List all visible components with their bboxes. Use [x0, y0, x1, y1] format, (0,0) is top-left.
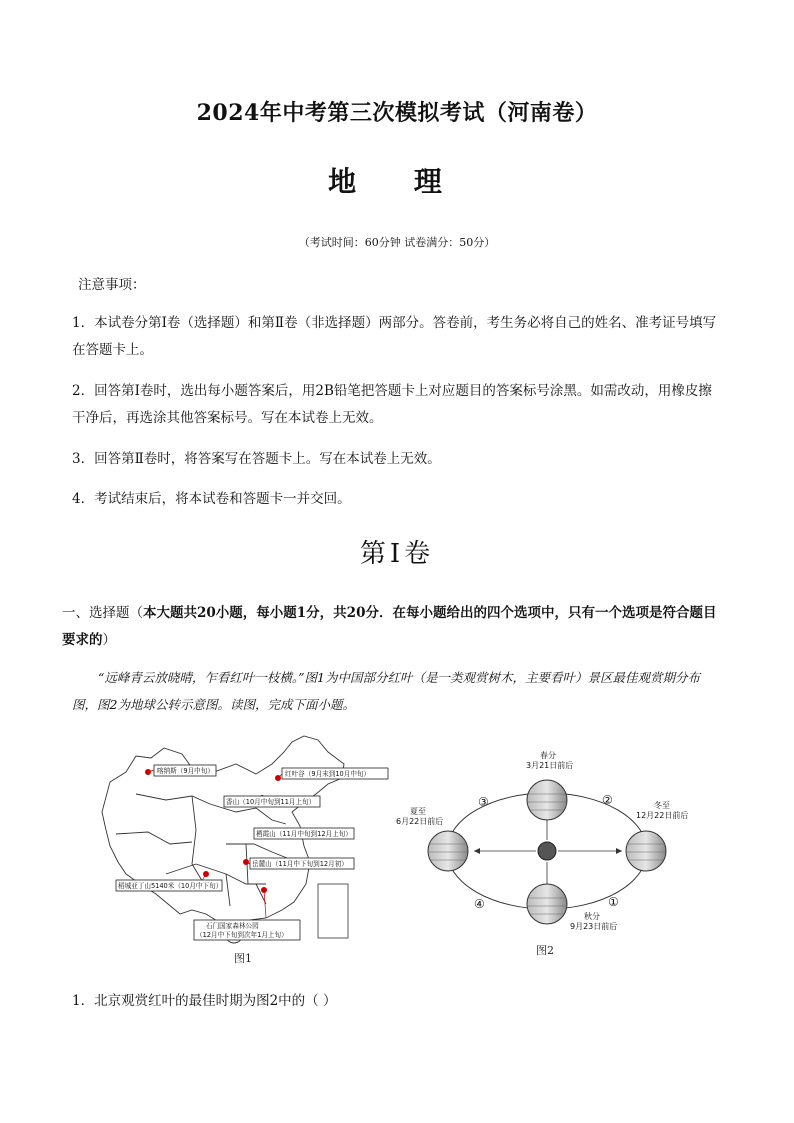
label-autumn-date: 9月23日前后 [570, 922, 618, 931]
section-suffix: ） [102, 632, 116, 648]
tag-hongyegu: 红叶谷（9月末到10月中旬） [285, 770, 371, 778]
question-1: 1．北京观赏红叶的最佳时期为图2中的（ ） [72, 993, 337, 1009]
figure2-orbit [388, 744, 702, 958]
exam-title: 2024年中考第三次模拟考试（河南卷） [196, 100, 598, 126]
section-heading [62, 600, 724, 654]
map-tags [116, 765, 388, 940]
notice-item-2: 2．回答第Ⅰ卷时，选出每小题答案后，用2B铅笔把答题卡上对应题目的答案标号涂黑。如需改动，用橡皮擦干净后，再选涂其他答案标号。写在本试卷上无效。 [72, 383, 712, 426]
notice-item-4: 4．考试结束后，将本试卷和答题卡一并交回。 [72, 491, 351, 507]
tag-qixiashan: 栖霞山（11月中旬到12月上旬） [256, 830, 352, 838]
tag-daocheng: 稻城亚丁山5140米（10月中下旬） [118, 882, 223, 890]
south-sea-inset [318, 884, 348, 938]
earth-spring [527, 780, 567, 820]
figure2-caption: 图2 [536, 944, 554, 957]
label-summer-date: 6月22日前后 [396, 817, 444, 826]
notice-item-3: 3．回答第Ⅱ卷时，将答案写在答题卡上。写在本试卷上无效。 [72, 451, 441, 467]
subject-title: 地 理 [328, 165, 466, 198]
china-outline [102, 736, 344, 943]
label-spring-date: 3月21日前后 [526, 761, 574, 770]
segment-2: ② [602, 793, 613, 807]
notice-item-1: 1．本试卷分第Ⅰ卷（选择题）和第Ⅱ卷（非选择题）两部分。答卷前，考生务必将自己的姓名、准考证号填写在答题卡上。 [72, 315, 717, 358]
tag-kanas: 喀纳斯（9月中旬） [157, 767, 214, 775]
tag-xiangshan: 香山（10月中旬到11月上旬） [226, 798, 316, 806]
tag-shimen-name: 石门国家森林公园 [206, 922, 259, 930]
tag-shimen-period: （12月中下旬到次年1月上旬） [196, 931, 288, 939]
question-intro: “远峰青云放晓晴，乍看红叶一枝横。”图1为中国部分红叶（是一类观赏树木，主要看叶）景区最佳观赏期分布图，图2为地球公转示意图。读图，完成下面小题。 [72, 670, 700, 712]
notice-heading: 注意事项： [78, 277, 146, 293]
exam-info: （考试时间：60分钟 试卷满分：50分） [298, 236, 496, 249]
tag-yuelushan: 岳麓山（11月中下旬到12月初） [252, 860, 348, 868]
volume-title: 第Ⅰ卷 [359, 539, 435, 569]
segment-1: ① [608, 895, 619, 909]
sun-icon [538, 842, 556, 860]
label-winter: 冬至 [654, 801, 670, 810]
segment-4: ④ [474, 897, 485, 911]
earth-winter [626, 831, 666, 871]
figure1-map [96, 734, 392, 970]
earth-summer [428, 831, 468, 871]
section-prefix: 一、选择题（ [62, 605, 143, 621]
section-bold: 本大题共20小题，每小题1分，共20分．在每小题给出的四个选项中，只有一个选项是符合题目要求的 [62, 605, 717, 648]
label-autumn: 秋分 [584, 912, 600, 921]
earth-autumn [527, 884, 567, 924]
label-spring: 春分 [540, 751, 556, 760]
figure1-caption: 图1 [234, 952, 252, 965]
label-winter-date: 12月22日前后 [636, 811, 689, 820]
label-summer: 夏至 [410, 807, 426, 816]
segment-3: ③ [478, 795, 489, 809]
